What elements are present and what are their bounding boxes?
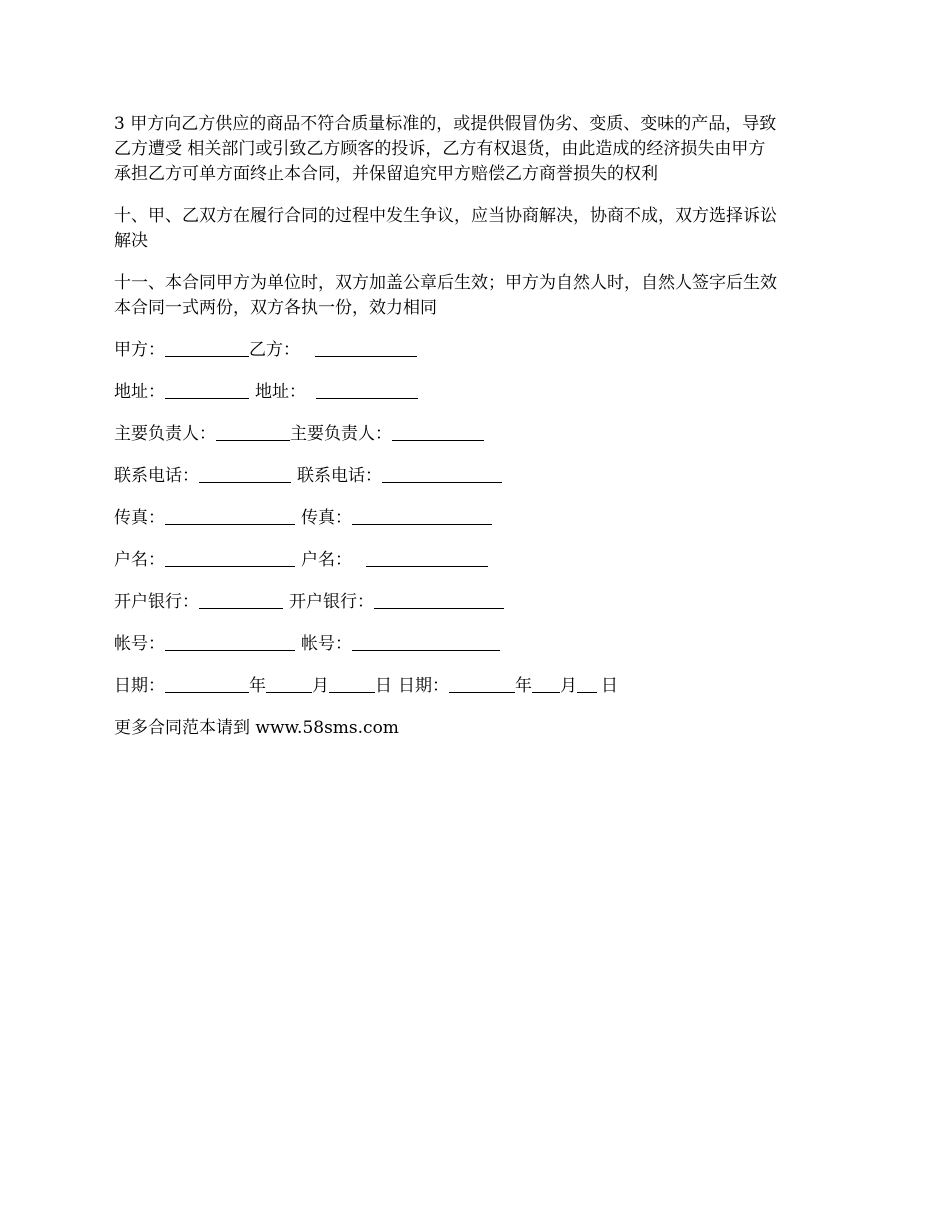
account-number-a-label: 帐号： bbox=[114, 634, 165, 654]
bank-b-blank[interactable] bbox=[374, 590, 504, 609]
manager-b-blank[interactable] bbox=[392, 422, 484, 441]
account-name-a-label: 户名： bbox=[114, 550, 165, 570]
phone-a-blank[interactable] bbox=[199, 464, 291, 483]
manager-a-label: 主要负责人： bbox=[114, 424, 216, 444]
date-row bbox=[114, 674, 844, 699]
clause-10-paragraph bbox=[114, 204, 844, 254]
date-b-year-label: 年 bbox=[515, 676, 532, 696]
date-a-day-blank[interactable] bbox=[329, 674, 375, 693]
date-b-day-blank[interactable] bbox=[577, 674, 597, 693]
address-a-label: 地址： bbox=[114, 382, 165, 402]
address-row bbox=[114, 380, 844, 405]
date-a-label: 日期： bbox=[114, 676, 165, 696]
phone-b-label: 联系电话： bbox=[297, 466, 382, 486]
date-a-day-label: 日 bbox=[375, 676, 392, 696]
phone-b-blank[interactable] bbox=[382, 464, 502, 483]
date-b-label: 日期： bbox=[398, 676, 449, 696]
date-a-month-label: 月 bbox=[312, 676, 329, 696]
text-line: 本合同一式两份，双方各执一份，效力相同 bbox=[114, 298, 437, 318]
party-b-label: 乙方： bbox=[249, 340, 300, 360]
address-b-label: 地址： bbox=[255, 382, 306, 402]
text-line: 承担乙方可单方面终止本合同，并保留追究甲方赔偿乙方商誉损失的权利 bbox=[114, 164, 658, 184]
date-a-year-label: 年 bbox=[249, 676, 266, 696]
manager-row bbox=[114, 422, 844, 447]
account-name-b-label: 户名： bbox=[301, 550, 352, 570]
text-line: 十一、本合同甲方为单位时，双方加盖公章后生效；甲方为自然人时，自然人签字后生效 bbox=[114, 273, 777, 293]
manager-a-blank[interactable] bbox=[216, 422, 290, 441]
phone-a-label: 联系电话： bbox=[114, 466, 199, 486]
party-a-blank[interactable] bbox=[165, 338, 249, 357]
text-line: 解决 bbox=[114, 231, 148, 251]
fax-b-label: 传真： bbox=[301, 508, 352, 528]
bank-a-label: 开户银行： bbox=[114, 592, 199, 612]
clause-11-paragraph bbox=[114, 271, 844, 321]
account-name-row bbox=[114, 548, 844, 573]
text-line: 3 甲方向乙方供应的商品不符合质量标准的，或提供假冒伪劣、变质、变味的产品，导致 bbox=[114, 114, 777, 134]
text-line: 乙方遭受 相关部门或引致乙方顾客的投诉，乙方有权退货，由此造成的经济损失由甲方 bbox=[114, 139, 766, 159]
date-b-month-blank[interactable] bbox=[532, 674, 560, 693]
address-b-blank[interactable] bbox=[316, 380, 418, 399]
account-name-b-blank[interactable] bbox=[366, 548, 488, 567]
account-name-a-blank[interactable] bbox=[165, 548, 295, 567]
bank-b-label: 开户银行： bbox=[289, 592, 374, 612]
party-a-label: 甲方： bbox=[114, 340, 165, 360]
text-line: 十、甲、乙双方在履行合同的过程中发生争议，应当协商解决，协商不成，双方选择诉讼 bbox=[114, 206, 777, 226]
party-row bbox=[114, 338, 844, 363]
date-b-year-blank[interactable] bbox=[449, 674, 515, 693]
date-a-month-blank[interactable] bbox=[266, 674, 312, 693]
date-b-day-label: 日 bbox=[601, 676, 618, 696]
fax-row bbox=[114, 506, 844, 531]
account-number-a-blank[interactable] bbox=[165, 632, 295, 651]
bank-a-blank[interactable] bbox=[199, 590, 283, 609]
bank-row bbox=[114, 590, 844, 615]
contract-body bbox=[114, 112, 844, 741]
account-number-b-label: 帐号： bbox=[301, 634, 352, 654]
fax-a-blank[interactable] bbox=[165, 506, 295, 525]
date-b-month-label: 月 bbox=[560, 676, 577, 696]
account-number-b-blank[interactable] bbox=[352, 632, 500, 651]
date-a-year-blank[interactable] bbox=[165, 674, 249, 693]
address-a-blank[interactable] bbox=[165, 380, 249, 399]
fax-a-label: 传真： bbox=[114, 508, 165, 528]
manager-b-label: 主要负责人： bbox=[290, 424, 392, 444]
fax-b-blank[interactable] bbox=[352, 506, 492, 525]
footer-link-text: 更多合同范本请到 www.58sms.com bbox=[114, 718, 399, 738]
phone-row bbox=[114, 464, 844, 489]
party-b-blank[interactable] bbox=[315, 338, 417, 357]
account-number-row bbox=[114, 632, 844, 657]
clause-3-paragraph bbox=[114, 112, 844, 187]
